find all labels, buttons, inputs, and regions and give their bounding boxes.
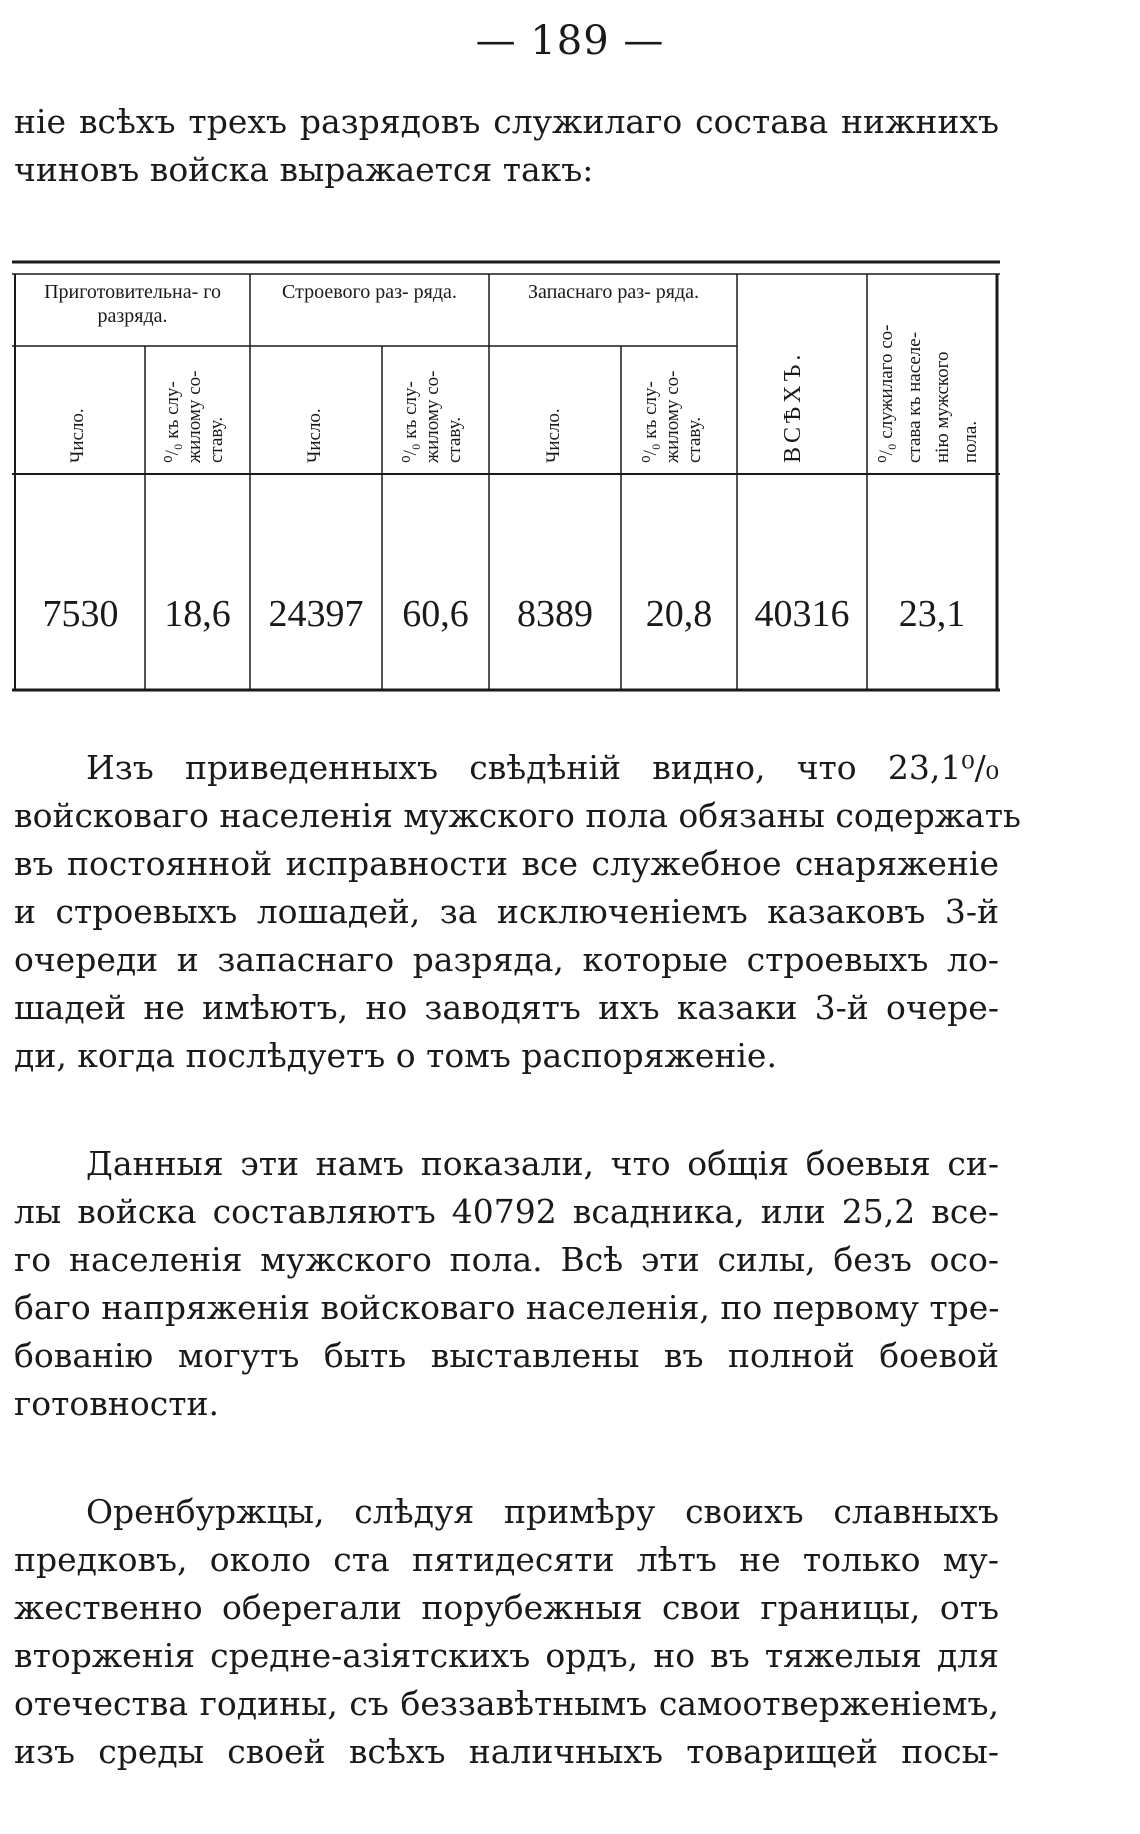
table-cell-value: 60,6 — [402, 593, 469, 635]
text-line: Оренбуржцы, слѣдуя примѣру своихъ славныхъ — [86, 1492, 999, 1531]
share-header: пола. — [960, 420, 981, 463]
text-line: шадей не имѣютъ, но заводятъ ихъ казаки 3-й очере- — [14, 988, 999, 1027]
sub-header-percent: ⁰/₀ къ слу- — [162, 381, 183, 463]
sub-header-percent: жилому со- — [662, 370, 683, 463]
text-line: предковъ, около ста пятидесяти лѣтъ не только му- — [14, 1540, 999, 1579]
sub-header-percent: ⁰/₀ къ слу- — [640, 381, 661, 463]
text-line: вторженія средне-азіятскихъ ордъ, но въ тяжелыя для — [14, 1636, 999, 1675]
sub-header-percent: ставу. — [206, 416, 227, 463]
text-line: жественно оберегали порубежныя свои границы, отъ — [14, 1588, 999, 1627]
table-cell-value: 24397 — [268, 593, 364, 635]
text-line: Изъ приведенныхъ свѣдѣній видно, что 23,1⁰/₀ — [86, 748, 999, 787]
sub-header-number: Число. — [67, 408, 88, 463]
sub-header-percent: жилому со- — [184, 370, 205, 463]
share-header: става къ населе- — [904, 331, 925, 463]
total-header: ВСѢХЪ. — [780, 350, 806, 463]
share-header: нію мужского — [932, 351, 953, 463]
table-cell-value: 20,8 — [645, 593, 713, 635]
table-cell-value: 8389 — [517, 593, 593, 635]
text-line: изъ среды своей всѣхъ наличныхъ товарищей посы- — [14, 1732, 999, 1771]
group-header: Приготовительна- го разряда. — [44, 281, 221, 327]
text-line: готовности. — [14, 1384, 219, 1423]
sub-header-percent: ⁰/₀ къ слу- — [400, 381, 421, 463]
group-header: Строевого раз- ряда. — [282, 281, 457, 303]
text-line: и строевыхъ лошадей, за исключеніемъ казаковъ 3-й — [14, 892, 999, 931]
sub-header-percent: ставу. — [684, 416, 705, 463]
table-cell-value: 7530 — [42, 593, 119, 635]
text-line: лы войска составляютъ 40792 всадника, или 25,2 все- — [14, 1192, 999, 1231]
sub-header-percent: жилому со- — [422, 370, 443, 463]
table-cell-value: 40316 — [754, 593, 850, 635]
text-line: въ постоянной исправности все служебное снаряженіе — [14, 844, 999, 883]
text-line: бованію могутъ быть выставлены въ полной боевой — [14, 1336, 999, 1375]
group-header: Запаснаго раз- ряда. — [527, 281, 700, 303]
text-line: отечества годины, съ беззавѣтнымъ самоотверженіемъ, — [14, 1684, 999, 1723]
text-line: баго напряженія войсковаго населенія, по первому тре- — [14, 1288, 1000, 1327]
sub-header-number: Число. — [304, 408, 325, 463]
text-line: го населенія мужского пола. Всѣ эти силы, безъ осо- — [14, 1240, 999, 1279]
sub-header-percent: ставу. — [444, 416, 465, 463]
table-cell-value: 18,6 — [164, 593, 231, 635]
table-cell-value: 23,1 — [898, 593, 966, 635]
text-line: очереди и запаснаго разряда, которые строевыхъ ло- — [14, 940, 999, 979]
text-line: войсковаго населенія мужского пола обязаны содержать — [14, 796, 1021, 835]
text-line: ди, когда послѣдуетъ о томъ распоряженіе. — [14, 1036, 777, 1075]
statistics-table — [12, 258, 1000, 696]
intro-line: ніе всѣхъ трехъ разрядовъ служилаго состава нижнихъ — [14, 102, 999, 141]
sub-header-number: Число. — [543, 408, 564, 463]
text-line: Данныя эти намъ показали, что общія боевыя си- — [86, 1144, 999, 1183]
page-number: — 189 — — [475, 18, 665, 64]
share-header: ⁰/₀ служилаго со- — [876, 324, 897, 463]
intro-line: чиновъ войска выражается такъ: — [14, 150, 594, 189]
